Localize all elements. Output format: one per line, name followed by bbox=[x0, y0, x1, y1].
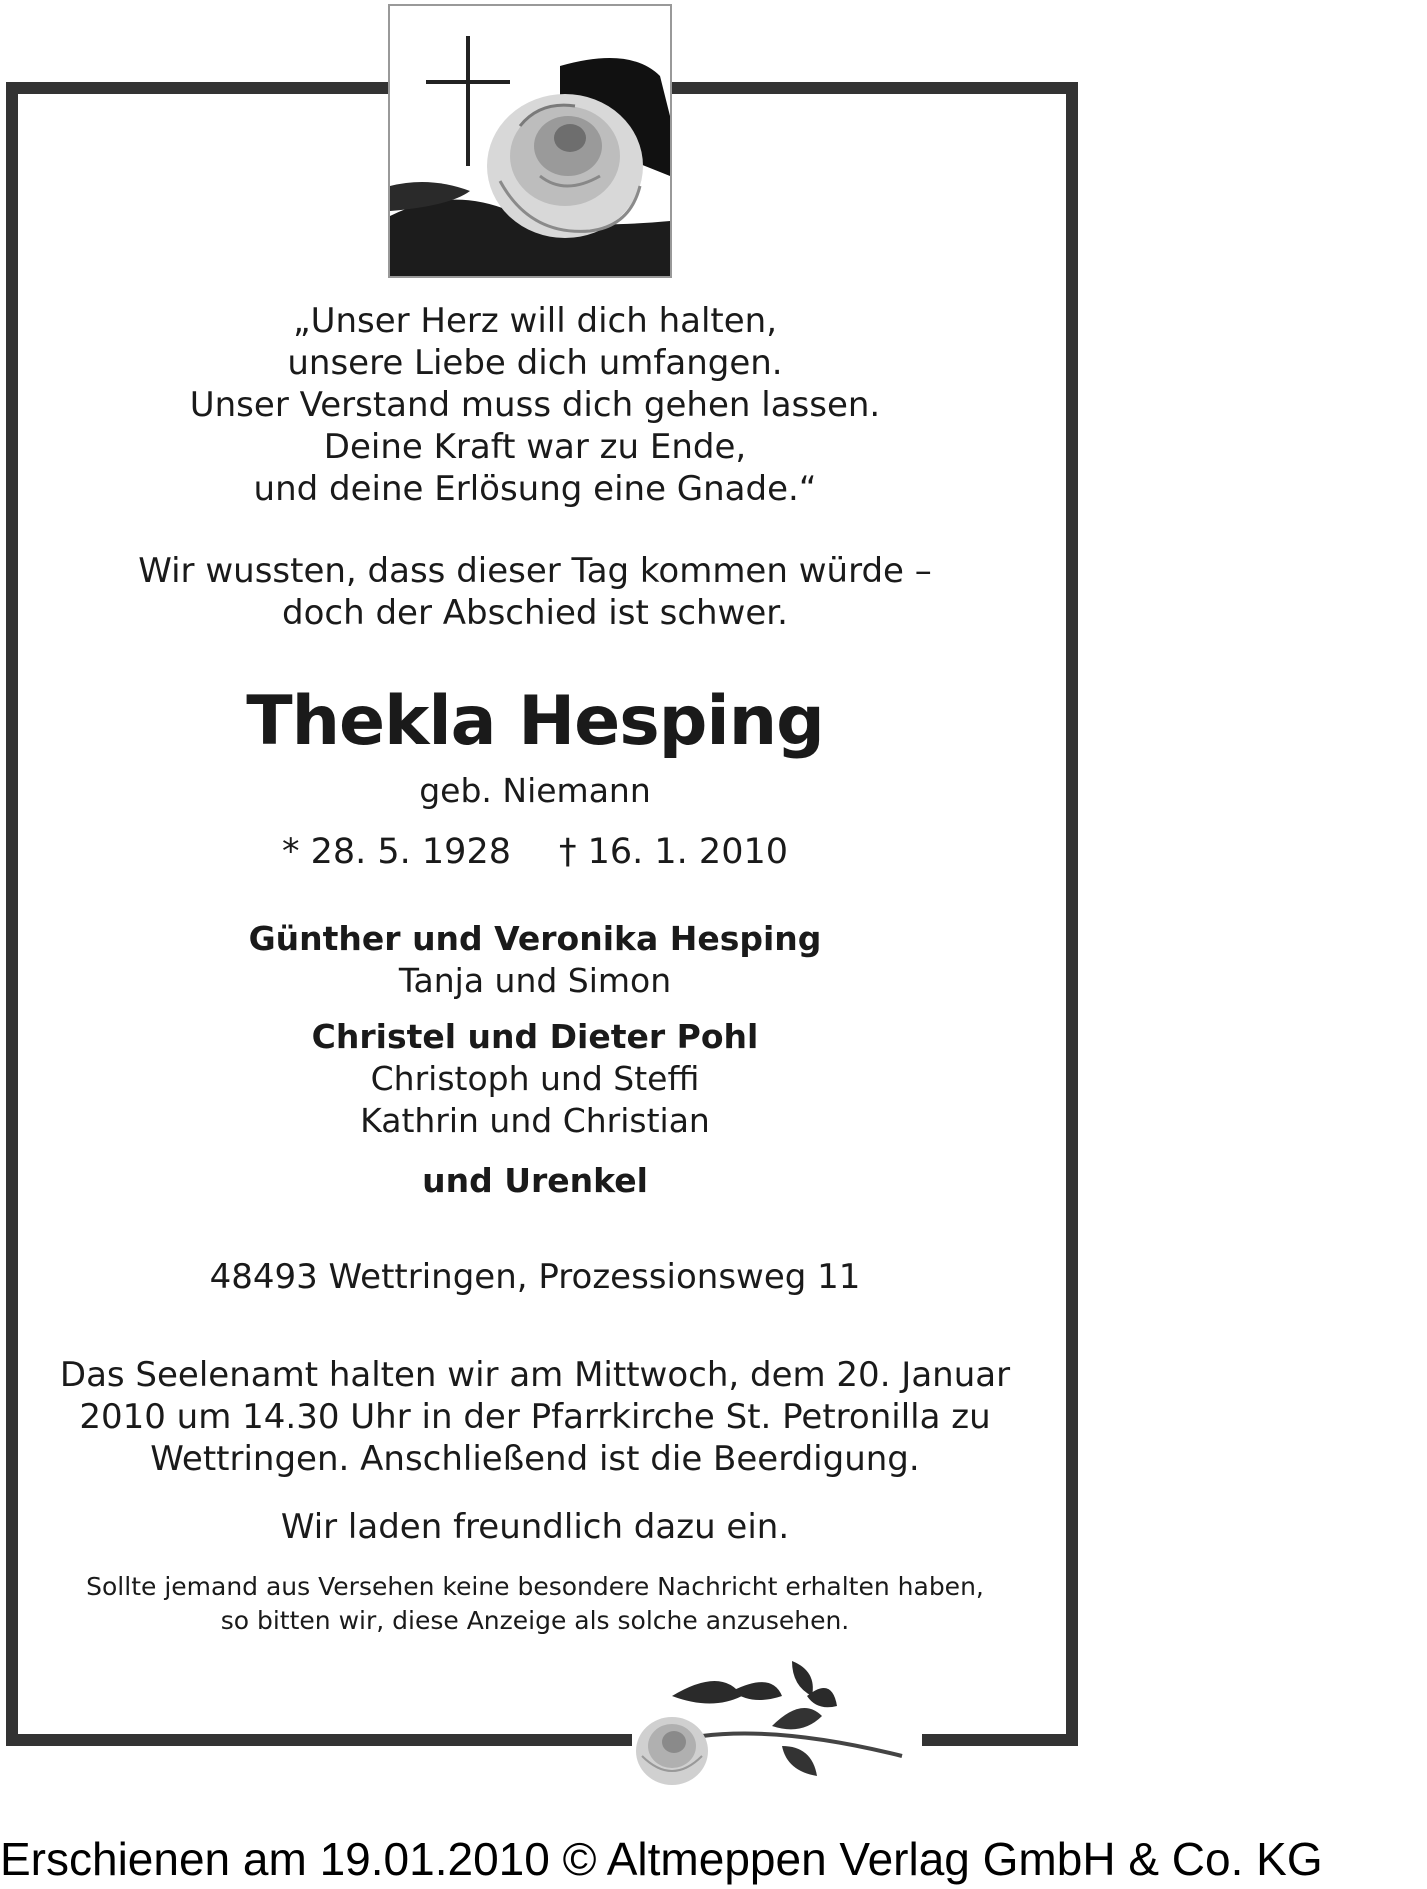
poem-line: Unser Verstand muss dich gehen lassen. bbox=[189, 385, 881, 425]
service-line: Das Seelenamt halten wir am Mittwoch, dem 20. Januar bbox=[59, 1355, 1011, 1395]
family-head: Christel und Dieter Pohl bbox=[311, 1017, 759, 1056]
farewell-line: doch der Abschied ist schwer. bbox=[282, 593, 788, 633]
address: 48493 Wettringen, Prozessionsweg 11 bbox=[209, 1257, 861, 1297]
poem-line: unsere Liebe dich umfangen. bbox=[287, 343, 783, 383]
mourner-great-grandchildren bbox=[30, 1160, 1040, 1202]
family-head: Günther und Veronika Hesping bbox=[248, 919, 822, 958]
poem-line: „Unser Herz will dich halten, bbox=[292, 301, 778, 341]
invitation: Wir laden freundlich dazu ein. bbox=[280, 1507, 790, 1547]
deceased-name: Thekla Hesping bbox=[246, 682, 824, 761]
rose-icon bbox=[632, 1656, 922, 1796]
born-name: geb. Niemann bbox=[419, 771, 651, 810]
service-line: Wettringen. Anschließend ist die Beerdigung. bbox=[150, 1439, 920, 1479]
poem-line: und deine Erlösung eine Gnade.“ bbox=[253, 469, 817, 509]
service-line: 2010 um 14.30 Uhr in der Pfarrkirche St. Petronilla zu bbox=[79, 1397, 991, 1437]
notice-line: Sollte jemand aus Versehen keine besondere Nachricht erhalten haben, bbox=[86, 1572, 984, 1601]
poem-line: Deine Kraft war zu Ende, bbox=[323, 427, 747, 467]
poem bbox=[30, 300, 1040, 510]
cross-and-rose-icon bbox=[388, 4, 672, 278]
mourner-family-2 bbox=[30, 1016, 1040, 1142]
family-head: und Urenkel bbox=[422, 1161, 648, 1200]
publication-footer: Erschienen am 19.01.2010 © Altmeppen Verlag GmbH & Co. KG bbox=[0, 1833, 1323, 1885]
farewell-text bbox=[30, 550, 1040, 634]
death-date: † 16. 1. 2010 bbox=[559, 832, 789, 872]
service-info bbox=[30, 1354, 1040, 1480]
family-member: Kathrin und Christian bbox=[360, 1101, 710, 1140]
family-member: Christoph und Steffi bbox=[370, 1059, 700, 1098]
family-member: Tanja und Simon bbox=[398, 961, 672, 1000]
notice-line: so bitten wir, diese Anzeige als solche anzusehen. bbox=[220, 1606, 850, 1635]
life-dates bbox=[30, 830, 1040, 874]
farewell-line: Wir wussten, dass dieser Tag kommen würde – bbox=[138, 551, 932, 591]
notice bbox=[30, 1570, 1040, 1638]
birth-date: * 28. 5. 1928 bbox=[281, 832, 511, 872]
mourner-family-1 bbox=[30, 918, 1040, 1002]
